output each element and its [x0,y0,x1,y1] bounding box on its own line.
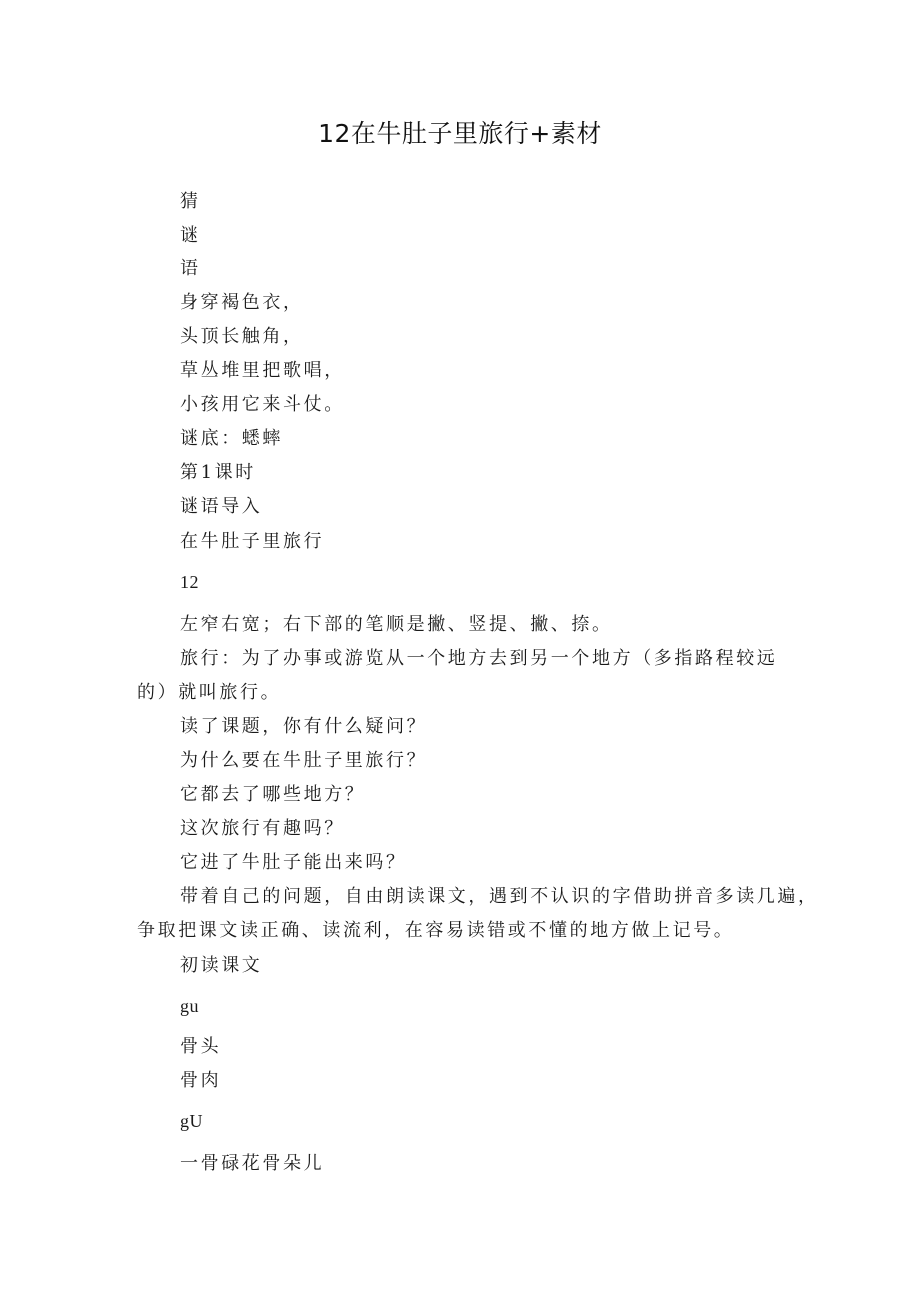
riddle-heading-char-2: 谜 [180,225,201,246]
question-2: 它都去了哪些地方？ [180,784,366,805]
reading-instruction-line-2: 争取把课文读正确、读流利，在容易读错或不懂的地方做上记号。 [137,920,735,941]
document-title: 12在牛肚子里旅行+素材 [318,119,602,148]
question-4: 它进了牛肚子能出来吗？ [180,852,407,873]
section-heading-first-reading: 初读课文 [180,955,263,976]
pinyin-gu-1: gu [180,996,199,1016]
lesson-number: 12 [180,572,199,592]
word-gutou: 骨头 [180,1036,222,1057]
question-1: 为什么要在牛肚子里旅行？ [180,750,428,771]
riddle-line-3: 草丛堆里把歌唱， [180,360,345,381]
definition-travel-line-2: 的）就叫旅行。 [137,682,282,703]
riddle-heading-char-3: 语 [180,258,201,279]
definition-travel-line-1: 旅行：为了办事或游览从一个地方去到另一个地方（多指路程较远 [180,648,778,669]
riddle-heading-char-1: 猜 [180,191,201,212]
riddle-line-2: 头顶长触角， [180,326,304,347]
lesson-title-line: 在牛肚子里旅行 [180,531,325,552]
riddle-line-4: 小孩用它来斗仗。 [180,394,345,415]
word-yigulu-huaguduoer: 一骨碌花骨朵儿 [180,1153,325,1174]
lesson-period: 第1课时 [180,462,256,483]
reading-instruction-line-1: 带着自己的问题，自由朗读课文，遇到不认识的字借助拼音多读几遍， [180,886,819,907]
riddle-line-1: 身穿褐色衣， [180,292,304,313]
section-heading-riddle-intro: 谜语导入 [180,496,263,517]
riddle-answer: 谜底：蟋蟀 [180,428,283,449]
character-writing-note: 左窄右宽；右下部的笔顺是撇、竖提、撇、捺。 [180,614,613,635]
question-3: 这次旅行有趣吗？ [180,818,345,839]
pinyin-gu-2: gU [180,1111,203,1131]
word-gurou: 骨肉 [180,1070,222,1091]
question-prompt: 读了课题，你有什么疑问？ [180,716,428,737]
